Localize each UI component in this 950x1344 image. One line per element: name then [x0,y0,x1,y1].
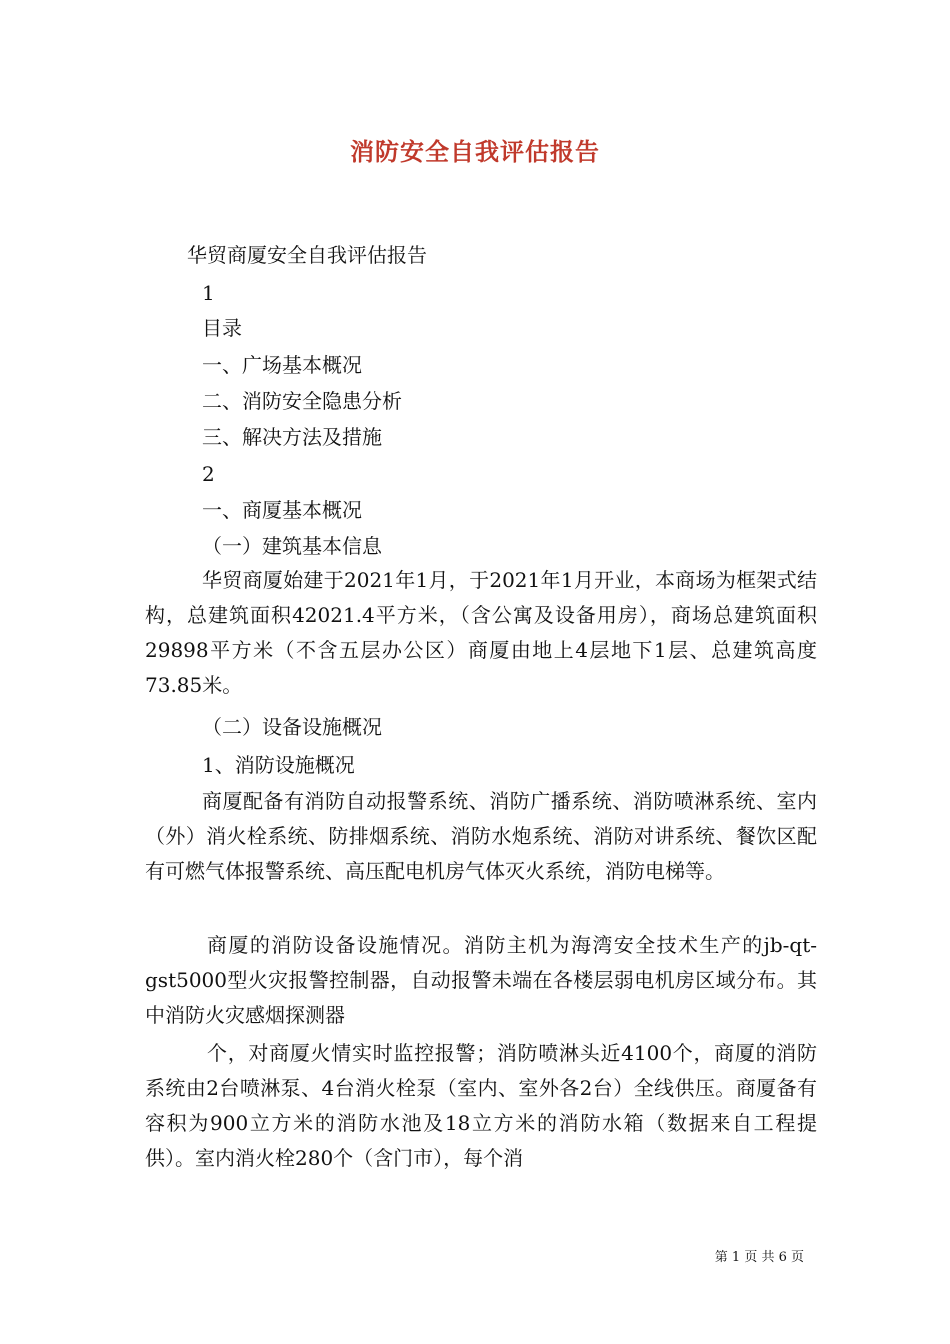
section-page-number: 2 [202,462,215,486]
subsection-heading-1: （一）建筑基本信息 [202,534,382,558]
paragraph-fire-supply: 个，对商厦火情实时监控报警；消防喷淋头近4100个，商厦的消防系统由2台喷淋泵、4台消火栓泵（室内、室外各2台）全线供压。商厦备有容积为900立方米的消防水池及18立方米的消防水箱（数据来自工程提供）。室内消火栓280个（含门市），每个消 [145,1041,817,1170]
toc-item-3: 三、解决方法及措施 [202,425,382,449]
paragraph-fire-systems: 商厦配备有消防自动报警系统、消防广播系统、消防喷淋系统、室内（外）消火栓系统、防排烟系统、消防水炮系统、消防对讲系统、餐饮区配有可燃气体报警系统、高压配电机房气体灭火系统，消防电梯等。 [145,789,817,883]
toc-item-1: 一、广场基本概况 [202,353,362,377]
section-heading: 一、商厦基本概况 [202,498,362,522]
paragraph-building-info: 华贸商厦始建于2021年1月，于2021年1月开业，本商场为框架式结构，总建筑面积42021.4平方米，（含公寓及设备用房），商场总建筑面积29898平方米（不含五层办公区）商厦由地上4层地下1层、总建筑高度73.85米。 [145,568,817,697]
page-footer: 第 1 页 共 6 页 [714,1250,804,1265]
document-title: 消防安全自我评估报告 [350,137,600,166]
report-subtitle: 华贸商厦安全自我评估报告 [187,243,427,267]
paragraph-fire-equipment: 商厦的消防设备设施情况。消防主机为海湾安全技术生产的jb-qt-gst5000型火灾报警控制器，自动报警未端在各楼层弱电机房区域分布。其中消防火灾感烟探测器 [145,933,817,1027]
toc-heading: 目录 [202,316,242,340]
toc-page-number: 1 [202,281,215,305]
toc-item-2: 二、消防安全隐患分析 [202,389,402,413]
subsection-heading-2: （二）设备设施概况 [202,715,382,739]
subsection-item-1: 1、消防设施概况 [202,753,355,777]
